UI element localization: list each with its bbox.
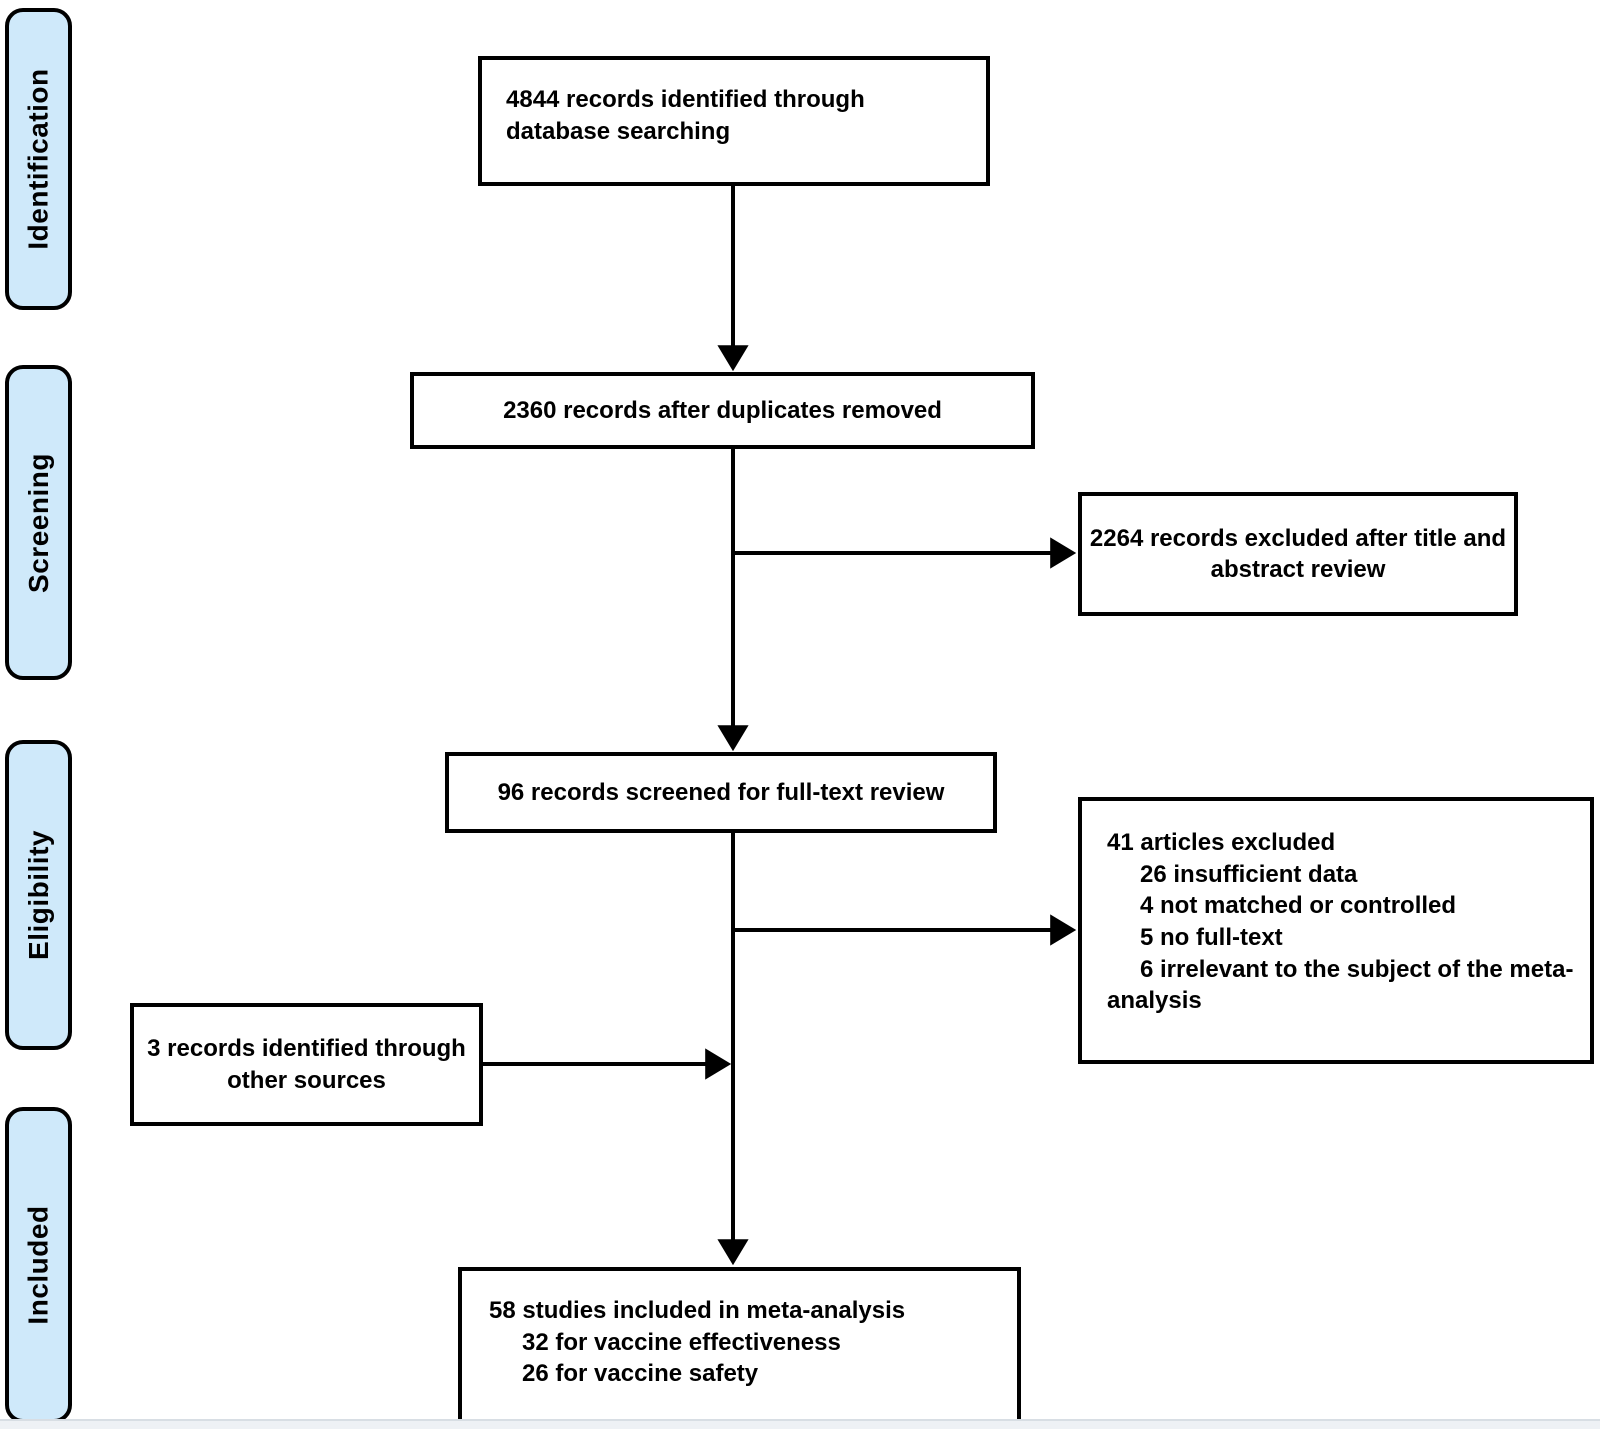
box-articles-excluded-item: 4 not matched or controlled (1140, 892, 1457, 920)
box-included-studies (458, 1267, 1021, 1429)
box-included-studies-heading: 58 studies included in meta-analysis (489, 1297, 906, 1324)
page-bottom-edge (0, 1419, 1600, 1429)
box-articles-excluded (1078, 797, 1594, 1064)
box-articles-excluded-item: 6 irrelevant to the subject of the meta-analysis (1107, 955, 1574, 1015)
box-included-studies-item: 32 for vaccine effectiveness (522, 1328, 841, 1356)
stage-screening-label: Screening (22, 452, 54, 593)
box-other-sources-text: 3 records identified through other sources (147, 1035, 466, 1094)
stage-included-label: Included (22, 1205, 54, 1325)
box-fulltext-screened (445, 752, 997, 833)
box-fulltext-screened-text: 96 records screened for full-text review (497, 778, 945, 806)
stage-identification (5, 8, 72, 310)
box-records-identified (478, 56, 990, 186)
box-articles-excluded-item: 26 insufficient data (1140, 860, 1358, 888)
box-records-identified-text: 4844 records identified through database searching (506, 86, 865, 145)
box-duplicates-removed (410, 372, 1035, 449)
stage-eligibility (5, 740, 72, 1050)
box-included-studies-item: 26 for vaccine safety (522, 1360, 759, 1388)
box-other-sources (130, 1003, 483, 1126)
box-duplicates-removed-text: 2360 records after duplicates removed (503, 396, 942, 424)
box-articles-excluded-item: 5 no full-text (1140, 924, 1283, 952)
box-title-abstract-excluded (1078, 492, 1518, 616)
box-title-abstract-excluded-text: 2264 records excluded after title and abstract review (1089, 524, 1507, 583)
stage-included (5, 1107, 72, 1423)
stage-screening (5, 365, 72, 680)
box-articles-excluded-heading: 41 articles excluded (1107, 829, 1336, 856)
stage-eligibility-label: Eligibility (22, 830, 54, 960)
stage-identification-label: Identification (22, 68, 54, 250)
